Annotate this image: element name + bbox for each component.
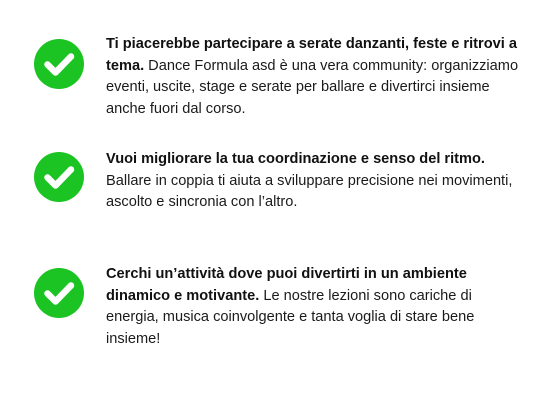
benefit-text bbox=[106, 264, 526, 350]
benefit-description: Dance Formula asd è una vera community: organizziamo eventi, uscite, stage e serate per ballare e divertirci insieme anche fuori dal corso. bbox=[106, 57, 519, 117]
benefit-title: Ti piacerebbe partecipare a serate danzanti, feste e ritrovi a tema. bbox=[106, 36, 517, 74]
check-circle-icon bbox=[34, 39, 84, 89]
check-circle-icon bbox=[34, 268, 84, 318]
benefit-text bbox=[106, 34, 526, 120]
benefit-description: Le nostre lezioni sono cariche di energia, musica coinvolgente e tanta voglia di stare bene insieme! bbox=[106, 287, 475, 347]
checkmark-glyph bbox=[34, 268, 84, 318]
benefit-title: Vuoi migliorare la tua coordinazione e senso del ritmo. bbox=[106, 151, 485, 167]
checkmark-glyph bbox=[34, 39, 84, 89]
benefit-text bbox=[106, 149, 526, 214]
checkmark-glyph bbox=[34, 152, 84, 202]
benefit-description: Ballare in coppia ti aiuta a sviluppare precisione nei movimenti, ascolto e sincronia con l’altro. bbox=[106, 172, 513, 210]
check-circle-icon bbox=[34, 152, 84, 202]
benefit-title: Cerchi un’attività dove puoi divertirti in un ambiente dinamico e motivante. bbox=[106, 266, 467, 304]
